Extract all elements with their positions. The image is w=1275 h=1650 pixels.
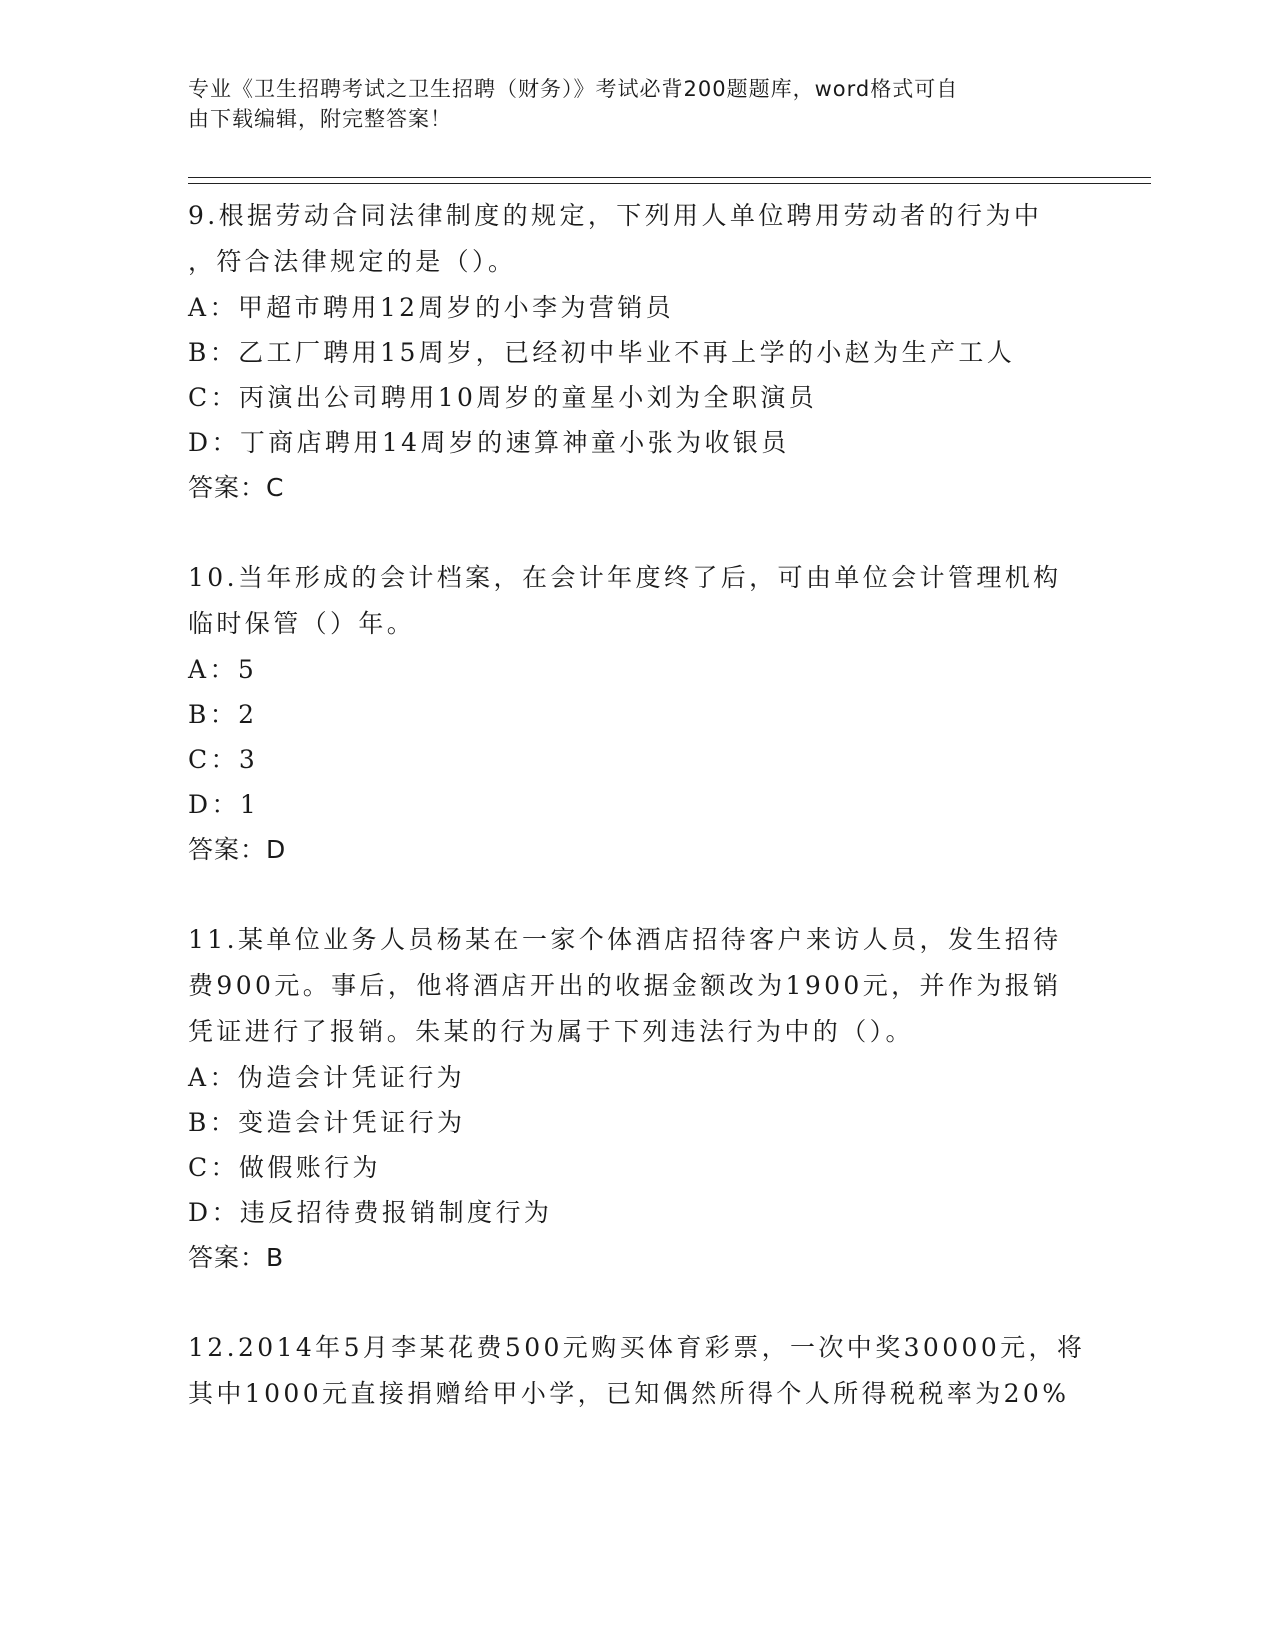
question-stem-line: 临时保管（）年。 (188, 609, 416, 638)
answer-option: B：乙工厂聘用15周岁，已经初中毕业不再上学的小赵为生产工人 (188, 338, 1016, 367)
question-stem-line: 9.根据劳动合同法律制度的规定，下列用人单位聘用劳动者的行为中 (188, 201, 1043, 230)
question-stem-line: 凭证进行了报销。朱某的行为属于下列违法行为中的（）。 (188, 1017, 914, 1046)
answer-option: B：2 (188, 700, 258, 729)
answer-option: D：丁商店聘用14周岁的速算神童小张为收银员 (188, 428, 790, 457)
question-stem-line: 费900元。事后，他将酒店开出的收据金额改为1900元，并作为报销 (188, 971, 1062, 1000)
answer-option: C：3 (188, 745, 259, 774)
header-divider-bottom (188, 183, 1151, 184)
correct-answer: 答案：D (188, 835, 287, 864)
answer-option: D：1 (188, 790, 260, 819)
header-divider-top (188, 177, 1151, 178)
answer-option: A：5 (188, 655, 258, 684)
answer-option: D：违反招待费报销制度行为 (188, 1198, 553, 1227)
question-stem-line: 10.当年形成的会计档案，在会计年度终了后，可由单位会计管理机构 (188, 563, 1062, 592)
question-stem-line: 12.2014年5月李某花费500元购买体育彩票，一次中奖30000元，将 (188, 1333, 1086, 1362)
header-line-2: 由下载编辑，附完整答案！ (188, 107, 452, 131)
question-stem-line: ，符合法律规定的是（）。 (188, 247, 517, 276)
question-block (188, 917, 1088, 1281)
answer-option: B：变造会计凭证行为 (188, 1108, 466, 1137)
header-line-1: 专业《卫生招聘考试之卫生招聘（财务）》考试必背200题题库，word格式可自 (188, 77, 959, 101)
correct-answer: 答案：B (188, 1243, 285, 1272)
answer-option: A：伪造会计凭证行为 (188, 1063, 466, 1092)
answer-option: C：丙演出公司聘用10周岁的童星小刘为全职演员 (188, 383, 818, 412)
answer-option: C：做假账行为 (188, 1153, 381, 1182)
correct-answer: 答案：C (188, 473, 285, 502)
question-block (188, 193, 1088, 511)
document-header (188, 74, 1068, 134)
question-block (188, 555, 1088, 873)
question-list (188, 193, 1088, 1461)
question-stem-line: 11.某单位业务人员杨某在一家个体酒店招待客户来访人员，发生招待 (188, 925, 1062, 954)
question-block (188, 1325, 1088, 1417)
answer-option: A：甲超市聘用12周岁的小李为营销员 (188, 293, 675, 322)
question-stem-line: 其中1000元直接捐赠给甲小学，已知偶然所得个人所得税税率为20% (188, 1379, 1070, 1408)
